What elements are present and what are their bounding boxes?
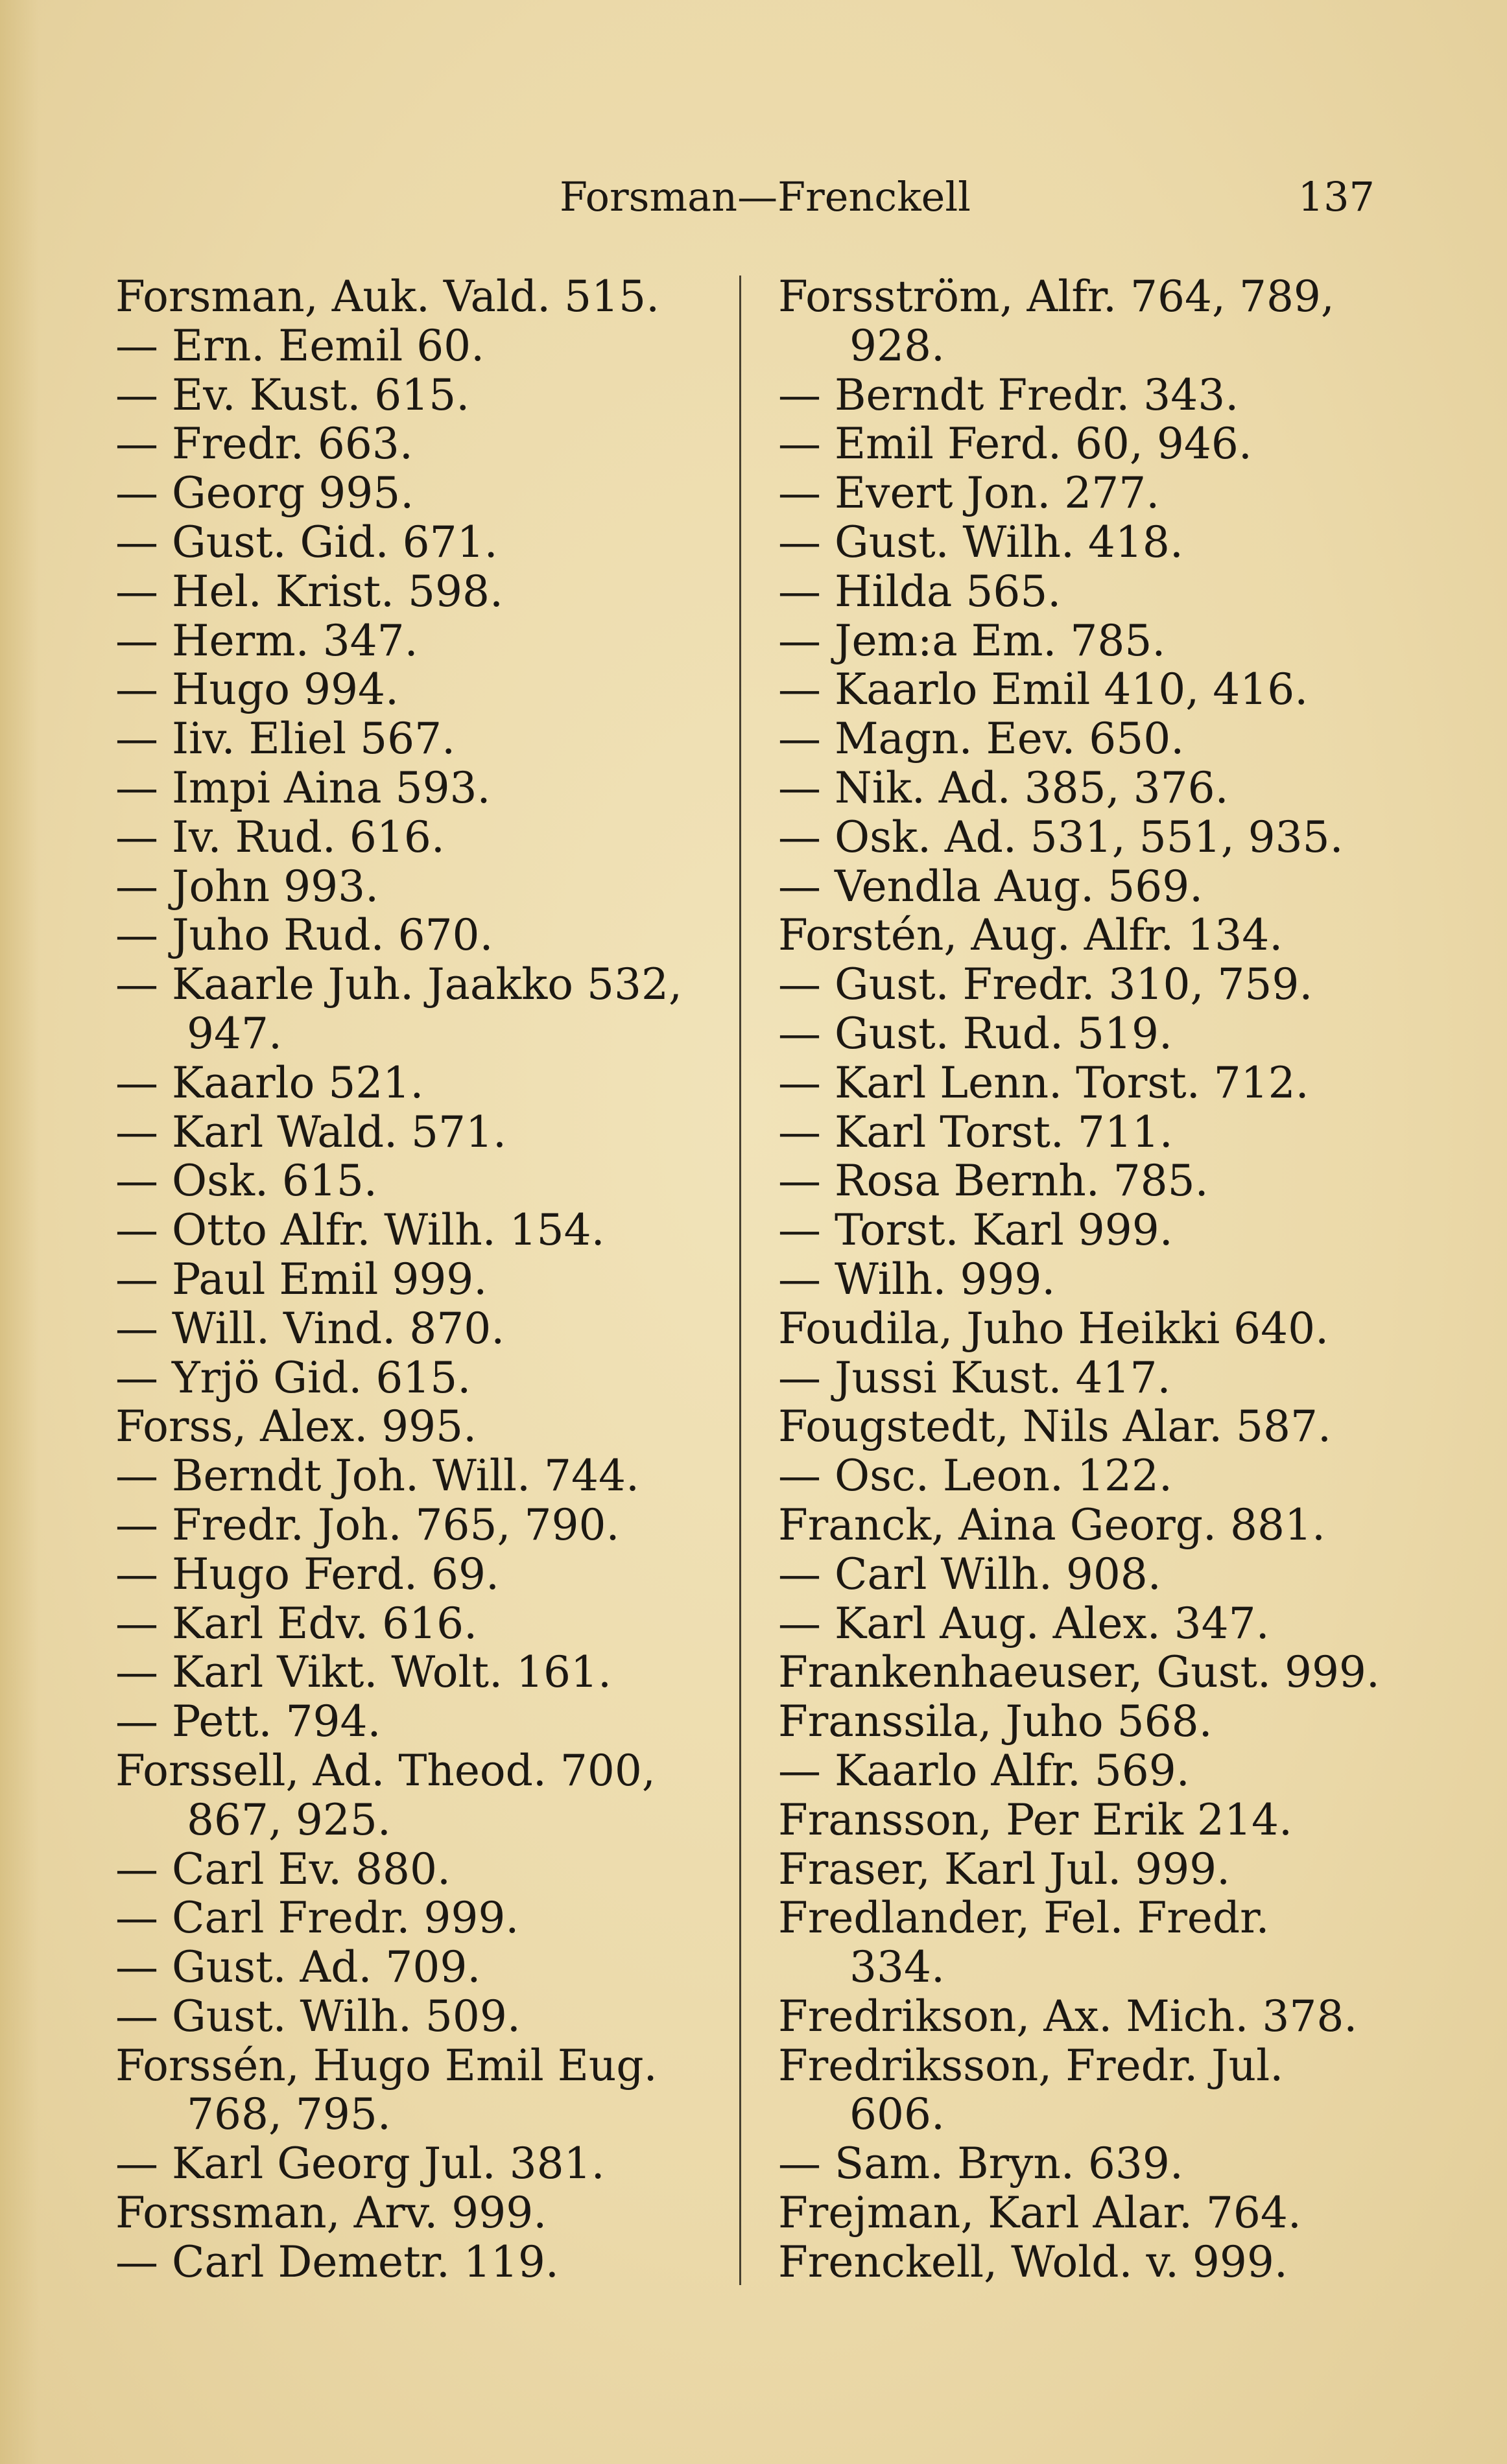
index-entry: — Hilda 565. — [778, 566, 1062, 616]
index-entry-continuation: 947. — [187, 1008, 282, 1059]
page-number: 137 — [1298, 173, 1375, 220]
index-entry-surname: Frankenhaeuser, Gust. 999. — [778, 1647, 1380, 1698]
index-entry: — Berndt Fredr. 343. — [778, 370, 1239, 420]
index-entry-surname: Fredriksson, Fredr. Jul. — [778, 2040, 1284, 2091]
index-entry: — Kaarlo Emil 410, 416. — [778, 664, 1309, 715]
index-entry: — Karl Wald. 571. — [115, 1107, 506, 1157]
index-entry: — Gust. Wilh. 509. — [115, 1991, 521, 2041]
index-entry: — Gust. Rud. 519. — [778, 1008, 1172, 1059]
index-entry: — Osk. Ad. 531, 551, 935. — [778, 812, 1344, 862]
column-divider — [739, 276, 741, 2285]
index-entry: — Berndt Joh. Will. 744. — [115, 1451, 639, 1501]
index-entry: — Osc. Leon. 122. — [778, 1451, 1172, 1501]
right-index-column — [778, 272, 1401, 2287]
index-entry: — Karl Lenn. Torst. 712. — [778, 1057, 1309, 1108]
index-entry: — Rosa Bernh. 785. — [778, 1156, 1209, 1206]
left-index-column — [115, 272, 738, 2287]
index-entry-surname: Franck, Aina Georg. 881. — [778, 1499, 1325, 1550]
index-entry: — Magn. Eev. 650. — [778, 714, 1185, 764]
index-entry: — Evert Jon. 277. — [778, 468, 1160, 519]
index-entry: — Wilh. 999. — [778, 1254, 1056, 1304]
index-entry-surname: Forsström, Alfr. 764, 789, — [778, 272, 1335, 322]
index-entry-surname: Fredlander, Fel. Fredr. — [778, 1893, 1270, 1943]
index-entry: — Hugo Ferd. 69. — [115, 1549, 499, 1599]
index-entry: — Herm. 347. — [115, 615, 418, 666]
index-entry: — Karl Vikt. Wolt. 161. — [115, 1647, 611, 1698]
index-entry: — Torst. Karl 999. — [778, 1205, 1173, 1256]
index-entry-surname: Forstén, Aug. Alfr. 134. — [778, 910, 1283, 961]
index-entry: — Gust. Fredr. 310, 759. — [778, 959, 1313, 1010]
index-entry-surname: Forssén, Hugo Emil Eug. — [115, 2040, 658, 2091]
index-entry: — Kaarlo Alfr. 569. — [778, 1745, 1190, 1796]
index-entry-continuation: 928. — [849, 320, 945, 371]
index-entry: — Carl Ev. 880. — [115, 1844, 451, 1894]
index-entry: — Impi Aina 593. — [115, 762, 491, 813]
index-entry-continuation: 334. — [849, 1942, 945, 1993]
index-entry: — Karl Torst. 711. — [778, 1107, 1173, 1157]
index-entry-surname: Frenckell, Wold. v. 999. — [778, 2236, 1288, 2287]
index-entry: — Will. Vind. 870. — [115, 1303, 505, 1354]
index-entry-continuation: 768, 795. — [187, 2089, 391, 2140]
index-entry: — Carl Demetr. 119. — [115, 2236, 559, 2287]
index-entry: — Osk. 615. — [115, 1156, 377, 1206]
index-entry: — Karl Aug. Alex. 347. — [778, 1598, 1270, 1649]
index-entry: — Yrjö Gid. 615. — [115, 1352, 471, 1403]
index-entry: — Gust. Gid. 671. — [115, 517, 498, 567]
index-entry: — Ev. Kust. 615. — [115, 370, 470, 420]
index-entry-surname: Forss, Alex. 995. — [115, 1402, 477, 1452]
index-entry: — Otto Alfr. Wilh. 154. — [115, 1205, 605, 1256]
running-header: Forsman—Frenckell — [559, 173, 971, 220]
index-entry-surname: Fraser, Karl Jul. 999. — [778, 1844, 1231, 1894]
index-entry: — Hugo 994. — [115, 664, 399, 715]
index-entry-surname: Franssila, Juho 568. — [778, 1696, 1213, 1747]
index-entry-surname: Foudila, Juho Heikki 640. — [778, 1303, 1329, 1354]
index-entry-continuation: 606. — [849, 2089, 945, 2140]
index-entry: — Karl Georg Jul. 381. — [115, 2139, 605, 2189]
index-entry: — Iiv. Eliel 567. — [115, 714, 456, 764]
index-entry: — Iv. Rud. 616. — [115, 812, 445, 862]
index-entry-surname: Fredrikson, Ax. Mich. 378. — [778, 1991, 1358, 2041]
index-entry: — Nik. Ad. 385, 376. — [778, 762, 1229, 813]
index-entry: — Juho Rud. 670. — [115, 910, 493, 961]
index-entry: — Georg 995. — [115, 468, 414, 519]
index-entry-continuation: 867, 925. — [187, 1794, 391, 1845]
index-entry: — Ern. Eemil 60. — [115, 320, 485, 371]
index-entry: — John 993. — [115, 861, 379, 911]
index-entry-surname: Fransson, Per Erik 214. — [778, 1794, 1292, 1845]
index-entry: — Fredr. 663. — [115, 419, 413, 469]
index-entry: — Jem:a Em. 785. — [778, 615, 1166, 666]
index-entry: — Paul Emil 999. — [115, 1254, 488, 1304]
index-entry: — Hel. Krist. 598. — [115, 566, 503, 616]
index-entry-surname: Forssman, Arv. 999. — [115, 2188, 547, 2238]
index-entry: — Vendla Aug. 569. — [778, 861, 1204, 911]
index-entry: — Carl Wilh. 908. — [778, 1549, 1161, 1599]
index-entry: — Carl Fredr. 999. — [115, 1893, 519, 1943]
index-entry-surname: Frejman, Karl Alar. 764. — [778, 2188, 1301, 2238]
index-entry: — Kaarlo 521. — [115, 1057, 424, 1108]
index-entry: — Karl Edv. 616. — [115, 1598, 478, 1649]
index-entry: — Fredr. Joh. 765, 790. — [115, 1499, 620, 1550]
index-entry: — Emil Ferd. 60, 946. — [778, 419, 1252, 469]
index-entry: — Kaarle Juh. Jaakko 532, — [115, 959, 682, 1010]
index-entry: — Gust. Wilh. 418. — [778, 517, 1183, 567]
index-entry-surname: Fougstedt, Nils Alar. 587. — [778, 1402, 1332, 1452]
index-entry-surname: Forsman, Auk. Vald. 515. — [115, 272, 660, 322]
page-edge-shadow — [0, 0, 39, 2464]
index-entry: — Jussi Kust. 417. — [778, 1352, 1171, 1403]
index-entry: — Gust. Ad. 709. — [115, 1942, 481, 1993]
index-entry: — Sam. Bryn. 639. — [778, 2139, 1183, 2189]
index-entry: — Pett. 794. — [115, 1696, 381, 1747]
index-entry-surname: Forssell, Ad. Theod. 700, — [115, 1745, 656, 1796]
